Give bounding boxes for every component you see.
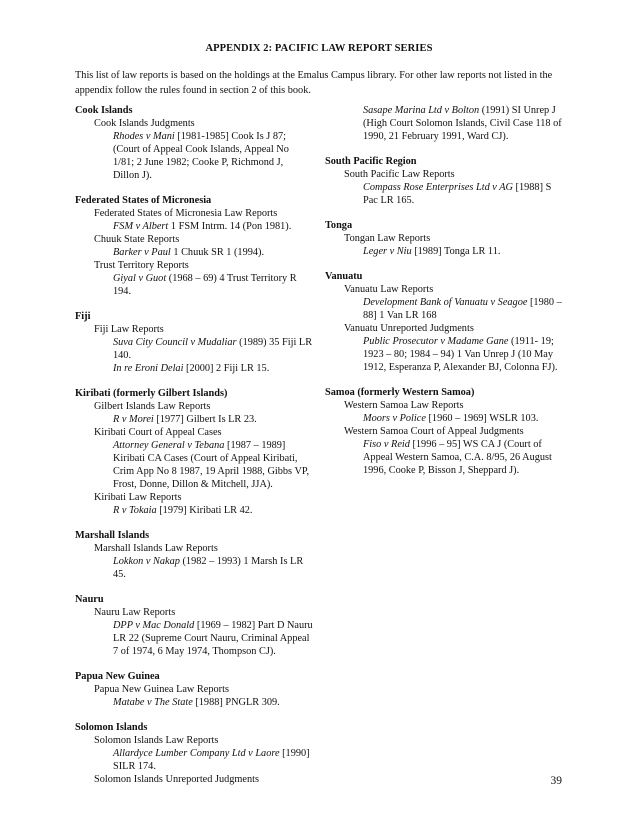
case-citation	[75, 413, 320, 426]
citation-text: [1977] Gilbert Is LR 23.	[153, 414, 257, 425]
case-citation	[75, 555, 320, 568]
case-citation	[75, 504, 320, 517]
citation-line: 1/81; 2 June 1982; Cooke P, Richmond J,	[113, 157, 284, 168]
region-heading: Papua New Guinea	[75, 671, 160, 682]
citation-text: [1981-1985] Cook Is J 87;	[174, 131, 287, 142]
citation-line: 88] 1 Van LR 168	[363, 310, 437, 321]
case-citation	[75, 362, 320, 375]
report-series: Federated States of Micronesia Law Reports	[94, 208, 278, 219]
report-series: South Pacific Law Reports	[344, 169, 455, 180]
report-series: Western Samoa Court of Appeal Judgments	[344, 426, 524, 437]
case-name: R v Morei	[113, 414, 154, 425]
citation-text: [1988] S	[512, 182, 552, 193]
appendix-title: APPENDIX 2: PACIFIC LAW REPORT SERIES	[205, 43, 433, 54]
case-citation	[325, 438, 570, 451]
region-heading: South Pacific Region	[325, 156, 417, 167]
region-papua-new-guinea	[75, 670, 320, 709]
report-series: Tongan Law Reports	[344, 233, 431, 244]
case-name: Suva City Council v Mudaliar	[113, 337, 237, 348]
report-series: Trust Territory Reports	[94, 260, 189, 271]
case-citation	[75, 336, 320, 349]
citation-text: (1991) SI Unrep J	[479, 105, 556, 116]
case-name: Barker v Paul	[113, 247, 171, 258]
citation-text: [1988] PNGLR 309.	[192, 697, 280, 708]
case-name: Fiso v Reid	[363, 439, 410, 450]
citation-line: 7 of 1974, 6 May 1974, Thompson CJ).	[113, 646, 276, 657]
case-citation	[75, 619, 320, 632]
citation-line: 1996, Cooke P, Bisson J, Sheppard J).	[363, 465, 520, 476]
region-solomon-islands-continued	[325, 104, 570, 143]
citation-text: [1987 – 1989]	[224, 440, 286, 451]
case-citation	[75, 130, 320, 143]
citation-text: [1979] Kiribati LR 42.	[156, 505, 253, 516]
citation-line: 140.	[113, 350, 132, 361]
case-citation	[325, 181, 570, 194]
region-heading: Nauru	[75, 594, 104, 605]
report-series: Solomon Islands Law Reports	[94, 735, 219, 746]
case-name: Development Bank of Vanuatu v Seagoe	[363, 297, 528, 308]
region-samoa	[325, 386, 570, 477]
case-citation	[325, 335, 570, 348]
citation-text: [1980 –	[527, 297, 562, 308]
case-name: Matabe v The State	[113, 697, 193, 708]
citation-line: 194.	[113, 286, 132, 297]
case-citation	[325, 412, 570, 425]
citation-line: (Court of Appeal Cook Islands, Appeal No	[113, 144, 289, 155]
case-name: Allardyce Lumber Company Ltd v Laore	[113, 748, 280, 759]
report-series: Papua New Guinea Law Reports	[94, 684, 229, 695]
region-heading: Marshall Islands	[75, 530, 150, 541]
case-name: Rhodes v Mani	[113, 131, 175, 142]
case-citation	[75, 272, 320, 285]
region-solomon-islands	[75, 721, 320, 786]
citation-line: 1923 – 80; 1984 – 94) 1 Van Unrep J (10 May	[363, 349, 553, 360]
report-series: Solomon Islands Unreported Judgments	[94, 774, 260, 785]
report-series: Gilbert Islands Law Reports	[94, 401, 211, 412]
citation-text: (1968 – 69) 4 Trust Territory R	[166, 273, 297, 284]
report-series: Vanuatu Law Reports	[344, 284, 434, 295]
report-series: Kiribati Court of Appeal Cases	[94, 427, 222, 438]
case-citation	[75, 747, 320, 760]
citation-line: Dillon J).	[113, 170, 152, 181]
citation-line: 1912, Esperanza P, Alexander BJ, Colonna FJ).	[363, 362, 558, 373]
page-number: 39	[550, 775, 562, 787]
citation-text: 1 Chuuk SR 1 (1994).	[170, 247, 265, 258]
region-kiribati	[75, 387, 320, 517]
region-cook-islands	[75, 104, 320, 182]
case-name: In re Eroni Delai	[113, 363, 184, 374]
citation-line: 45.	[113, 569, 126, 580]
citation-text: [1960 – 1969] WSLR 103.	[425, 413, 539, 424]
report-series: Marshall Islands Law Reports	[94, 543, 218, 554]
citation-text: (1989) 35 Fiji LR	[236, 337, 313, 348]
left-column	[75, 104, 320, 798]
region-south-pacific	[325, 155, 570, 207]
citation-text: [1989] Tonga LR 11.	[411, 246, 501, 257]
region-marshall-islands	[75, 529, 320, 581]
case-citation	[75, 246, 320, 259]
case-citation	[75, 439, 320, 452]
case-citation	[75, 220, 320, 233]
case-name: DPP v Mac Donald	[113, 620, 195, 631]
report-series: Fiji Law Reports	[94, 324, 164, 335]
region-fiji	[75, 310, 320, 375]
region-micronesia	[75, 194, 320, 298]
region-tonga	[325, 219, 570, 258]
case-name: Giyal v Guot	[113, 273, 167, 284]
region-heading: Solomon Islands	[75, 722, 148, 733]
case-name: Leger v Niu	[363, 246, 412, 257]
citation-text: [1969 – 1982] Part D Nauru	[194, 620, 313, 631]
region-heading: Federated States of Micronesia	[75, 195, 212, 206]
region-heading: Tonga	[325, 220, 353, 231]
citation-text: (1982 – 1993) 1 Marsh Is LR	[179, 556, 304, 567]
citation-line: 1990, 21 February 1991, Ward CJ).	[363, 131, 509, 142]
case-name: Compass Rose Enterprises Ltd v AG	[363, 182, 513, 193]
region-heading: Vanuatu	[325, 271, 363, 282]
citation-text: (1911- 19;	[508, 336, 554, 347]
report-series: Western Samoa Law Reports	[344, 400, 464, 411]
right-column	[325, 104, 570, 489]
citation-line: Pac LR 165.	[363, 195, 415, 206]
report-series: Vanuatu Unreported Judgments	[344, 323, 474, 334]
citation-line: LR 22 (Supreme Court Nauru, Criminal Appeal	[113, 633, 310, 644]
case-name: FSM v Albert	[113, 221, 169, 232]
region-heading: Kiribati (formerly Gilbert Islands)	[75, 388, 228, 399]
citation-line: Frost, Donne, Dillon & Mitchell, JJA).	[113, 479, 273, 490]
report-series: Cook Islands Judgments	[94, 118, 195, 129]
case-name: Sasape Marina Ltd v Bolton	[363, 105, 480, 116]
case-citation	[325, 104, 570, 117]
citation-text: [1990]	[279, 748, 310, 759]
case-citation	[75, 696, 320, 709]
citation-line: (High Court Solomon Islands, Civil Case 118 of	[363, 118, 562, 129]
report-series: Nauru Law Reports	[94, 607, 176, 618]
report-series: Kiribati Law Reports	[94, 492, 182, 503]
citation-line: SILR 174.	[113, 761, 156, 772]
region-heading: Fiji	[75, 311, 91, 322]
citation-text: 1 FSM Intrm. 14 (Pon 1981).	[168, 221, 292, 232]
citation-line: Kiribati CA Cases (Court of Appeal Kiribati,	[113, 453, 298, 464]
case-name: Attorney General v Tebana	[113, 440, 225, 451]
case-name: Lokkon v Nakap	[113, 556, 180, 567]
region-heading: Cook Islands	[75, 105, 133, 116]
region-nauru	[75, 593, 320, 658]
case-citation	[325, 245, 570, 258]
citation-line: Crim App No 8 1987, 19 April 1988, Gibbs VP,	[113, 466, 310, 477]
region-vanuatu	[325, 270, 570, 374]
intro-paragraph: This list of law reports is based on the holdings at the Emalus Campus library. For other law reports not listed in the appendix follow the rules found in section 2 of this book.	[75, 70, 553, 96]
report-series: Chuuk State Reports	[94, 234, 180, 245]
case-name: R v Tokaia	[113, 505, 157, 516]
citation-text: [2000] 2 Fiji LR 15.	[183, 363, 270, 374]
case-name: Moors v Police	[363, 413, 426, 424]
region-heading: Samoa (formerly Western Samoa)	[325, 387, 475, 398]
case-name: Public Prosecutor v Madame Gane	[363, 336, 509, 347]
citation-line: Appeal Western Samoa, C.A. 8/95, 26 August	[363, 452, 552, 463]
citation-text: [1996 – 95] WS CA J (Court of	[409, 439, 542, 450]
case-citation	[325, 296, 570, 309]
